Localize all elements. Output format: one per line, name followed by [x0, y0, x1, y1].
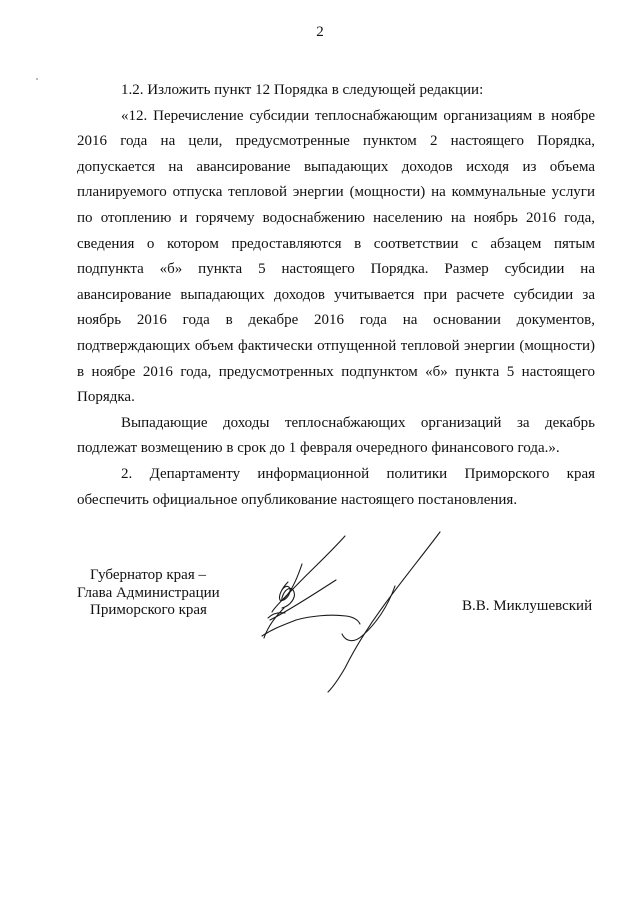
signatory-name: В.В. Миклушевский	[462, 598, 593, 614]
paragraph-line: авансирование выпадающих доходов учитывается при расчете субсидии за	[77, 286, 595, 303]
paragraph-2	[77, 104, 595, 411]
paragraph-line: по отоплению и горячему водоснабжению населению на ноябрь 2016 года,	[77, 209, 595, 226]
paragraph-3	[77, 411, 595, 462]
paragraph-line: 1.2. Изложить пункт 12 Порядка в следующей редакции:	[121, 82, 484, 98]
handwritten-signature	[250, 528, 450, 693]
signatory-title-line1: Губернатор края –	[90, 567, 206, 583]
signatory-title-line2: Глава Администрации	[77, 585, 220, 601]
paragraph-line: подтверждающих объем фактически отпущенной тепловой энергии (мощности)	[77, 337, 595, 354]
margin-mark	[36, 78, 38, 80]
paragraph-line: в ноябре 2016 года, предусмотренных подпунктом «б» пункта 5 настоящего	[77, 363, 595, 380]
paragraph-line: подлежат возмещению в срок до 1 февраля очередного финансового года.».	[77, 440, 560, 457]
paragraph-line: 2. Департаменту информационной политики Приморского края	[121, 465, 595, 482]
paragraph-line: Порядка.	[77, 389, 135, 406]
paragraph-line: планируемого отпуска тепловой энергии (мощности) на коммунальные услуги	[77, 184, 595, 201]
paragraph-line: подпункта «б» пункта 5 настоящего Порядка. Размер субсидии на	[77, 261, 595, 278]
page-number: 2	[316, 24, 324, 40]
document-body	[77, 78, 595, 513]
paragraph-line: допускается на авансирование выпадающих доходов исходя из объема	[77, 158, 595, 175]
paragraph-line: обеспечить официальное опубликование настоящего постановления.	[77, 491, 518, 508]
signatory-title-line3: Приморского края	[90, 602, 207, 618]
paragraph-4	[77, 462, 595, 513]
paragraph-line: сведения о котором предоставляются в соответствии с абзацем пятым	[77, 235, 595, 252]
paragraph-line: Выпадающие доходы теплоснабжающих организаций за декабрь	[121, 414, 595, 431]
paragraph-line: «12. Перечисление субсидии теплоснабжающим организациям в ноябре	[121, 107, 595, 124]
paragraph-1	[77, 78, 595, 104]
paragraph-line: 2016 года на цели, предусмотренные пунктом 2 настоящего Порядка,	[77, 133, 595, 150]
paragraph-line: ноябрь 2016 года в декабре 2016 года на основании документов,	[77, 312, 595, 329]
